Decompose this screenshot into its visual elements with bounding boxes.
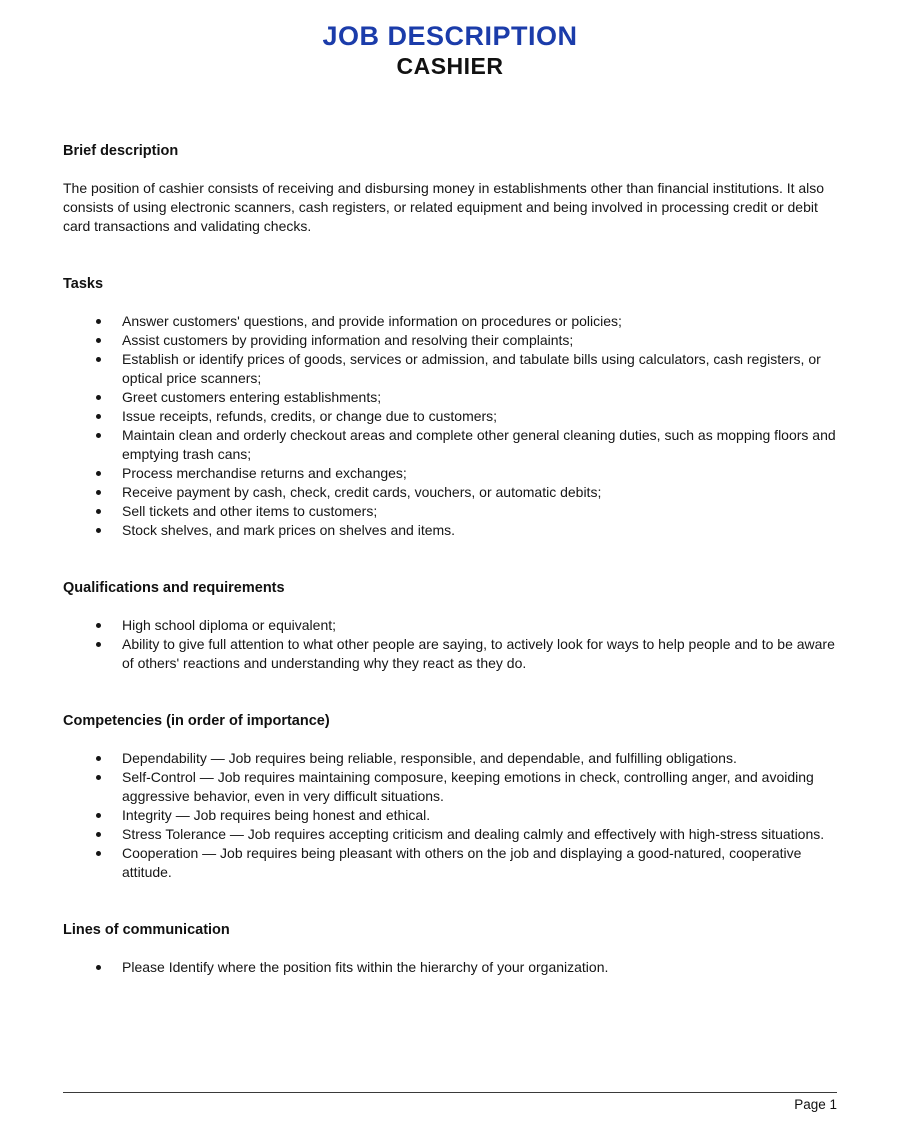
list-item-text: Assist customers by providing information and resolving their complaints; — [122, 332, 574, 348]
bullet-icon — [96, 319, 101, 324]
list-item-text: Answer customers' questions, and provide information on procedures or policies; — [122, 313, 622, 329]
qualifications-heading: Qualifications and requirements — [63, 580, 285, 596]
lines-of-communication-heading: Lines of communication — [63, 922, 230, 938]
list-item — [63, 407, 837, 426]
title-position-name: CASHIER — [396, 53, 504, 79]
bullet-icon — [96, 851, 101, 856]
list-item-text: Cooperation — Job requires being pleasant with others on the job and displaying a good-natured, cooperative attitude. — [122, 845, 802, 880]
bullet-icon — [96, 357, 101, 362]
bullet-icon — [96, 433, 101, 438]
competencies-heading: Competencies (in order of importance) — [63, 713, 330, 729]
bullet-icon — [96, 414, 101, 419]
list-item-text: Sell tickets and other items to customers; — [122, 503, 378, 519]
list-item — [63, 483, 837, 502]
section-lines-of-communication — [63, 921, 837, 977]
list-item-text: High school diploma or equivalent; — [122, 617, 337, 633]
list-item-text: Maintain clean and orderly checkout areas and complete other general cleaning duties, such as mopping floors and emptying trash cans; — [122, 427, 836, 462]
list-item-text: Self-Control — Job requires maintaining composure, keeping emotions in check, controlling anger, and avoiding aggressive behavior, even in very difficult situations. — [122, 769, 814, 804]
list-item — [63, 806, 837, 825]
list-item — [63, 464, 837, 483]
bullet-icon — [96, 775, 101, 780]
bullet-icon — [96, 642, 101, 647]
section-brief-description — [63, 142, 837, 236]
brief-description-paragraph: The position of cashier consists of receiving and disbursing money in establishments other than financial institutions. It also consists of using electronic scanners, cash registers, or related equipment and being involved in processing credit or debit card transactions and validating checks. — [63, 180, 825, 234]
list-item — [63, 844, 837, 882]
list-item — [63, 616, 837, 635]
list-item — [63, 426, 837, 464]
list-item — [63, 768, 837, 806]
bullet-icon — [96, 509, 101, 514]
competencies-list — [63, 749, 837, 882]
list-item-text: Please Identify where the position fits within the hierarchy of your organization. — [122, 959, 609, 975]
brief-description-heading: Brief description — [63, 143, 179, 159]
list-item — [63, 825, 837, 844]
list-item — [63, 749, 837, 768]
bullet-icon — [96, 623, 101, 628]
page-number: Page 1 — [794, 1097, 837, 1112]
list-item — [63, 521, 837, 540]
list-item-text: Stock shelves, and mark prices on shelves and items. — [122, 522, 456, 538]
bullet-icon — [96, 471, 101, 476]
bullet-icon — [96, 965, 101, 970]
list-item — [63, 502, 837, 521]
bullet-icon — [96, 528, 101, 533]
list-item-text: Dependability — Job requires being reliable, responsible, and dependable, and fulfilling obligations. — [122, 750, 737, 766]
list-item — [63, 312, 837, 331]
title-job-description: JOB DESCRIPTION — [322, 21, 578, 51]
tasks-heading: Tasks — [63, 276, 104, 292]
list-item — [63, 635, 837, 673]
page-footer — [63, 1092, 837, 1113]
bullet-icon — [96, 395, 101, 400]
list-item — [63, 388, 837, 407]
list-item-text: Greet customers entering establishments; — [122, 389, 382, 405]
list-item-text: Stress Tolerance — Job requires accepting criticism and dealing calmly and effectively with high-stress situations. — [122, 826, 825, 842]
section-tasks — [63, 275, 837, 540]
list-item-text: Integrity — Job requires being honest and ethical. — [122, 807, 431, 823]
tasks-list — [63, 312, 837, 540]
section-qualifications — [63, 579, 837, 673]
list-item — [63, 350, 837, 388]
list-item — [63, 958, 837, 977]
list-item-text: Ability to give full attention to what other people are saying, to actively look for ways to help people and to be aware of others' reactions and understanding why they react as they do. — [122, 636, 835, 671]
list-item — [63, 331, 837, 350]
list-item-text: Establish or identify prices of goods, services or admission, and tabulate bills using calculators, cash registers, or optical price scanners; — [122, 351, 821, 386]
bullet-icon — [96, 813, 101, 818]
list-item-text: Issue receipts, refunds, credits, or change due to customers; — [122, 408, 498, 424]
bullet-icon — [96, 338, 101, 343]
document-title — [63, 0, 837, 80]
section-competencies — [63, 712, 837, 882]
bullet-icon — [96, 756, 101, 761]
list-item-text: Receive payment by cash, check, credit cards, vouchers, or automatic debits; — [122, 484, 602, 500]
bullet-icon — [96, 490, 101, 495]
lines-of-communication-list — [63, 958, 837, 977]
list-item-text: Process merchandise returns and exchanges; — [122, 465, 407, 481]
qualifications-list — [63, 616, 837, 673]
bullet-icon — [96, 832, 101, 837]
